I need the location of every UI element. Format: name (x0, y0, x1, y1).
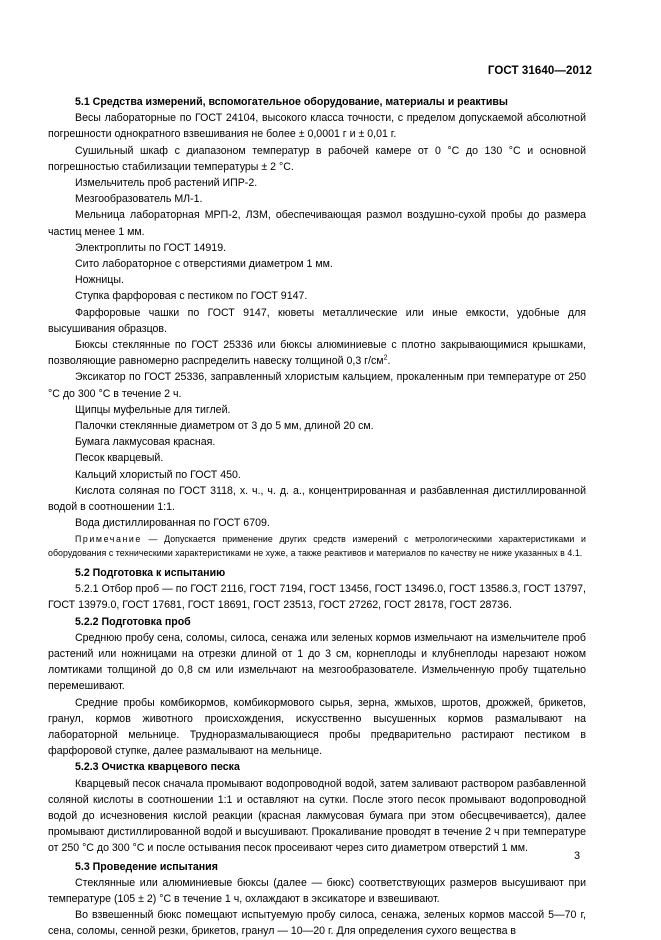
paragraph: Средние пробы комбикормов, комбикормового сырья, зерна, жмыхов, шротов, дрожжей, брикетов, гранул, кормов животного происхождения, искусственно высушенных кормов размалывают на лабораторной мельнице. Трудноразмалывающиеся пробы предварительно растирают пестиком в фарфоровой ступке, далее размалывают на мельнице. (48, 696, 586, 758)
list-item: Эксикатор по ГОСТ 25336, заправленный хлористым кальцием, прокаленным при температуре от 250 °С до 300 °С в течение 2 ч. (48, 371, 586, 400)
list-item: Бумага лакмусовая красная. (75, 436, 216, 449)
paragraph: Среднюю пробу сена, соломы, силоса, сенажа или зеленых кормов измельчают на измельчителе проб растений или ножницами на отрезки длиной от 1 до 3 см, корнеплоды и клубнеплоды нарезают ножом ломтиками толщиной до 0,8 см или измельчают на мезгообразователе. Измельченную пробу тщательно перемешивают. (48, 631, 586, 693)
byuksy-text: Бюксы стеклянные по ГОСТ 25336 или бюксы алюминиевые с плотно закрывающимися крышками, позволяющие равномерно распределить навеску толщиной 0,3 г/см (48, 339, 586, 368)
list-item: Ступка фарфоровая с пестиком по ГОСТ 9147. (75, 290, 308, 303)
list-item-byuksy (48, 337, 586, 369)
list-item: Измельчитель проб растений ИПР-2. (75, 177, 258, 190)
list-item: Сито лабораторное с отверстиями диаметром 1 мм. (75, 258, 333, 271)
section-5-2-title: 5.2 Подготовка к испытанию (75, 566, 226, 579)
section-5-2-3-title: 5.2.3 Очистка кварцевого песка (75, 761, 240, 774)
document-body (48, 94, 586, 940)
section-5-2-2-title: 5.2.2 Подготовка проб (75, 615, 191, 628)
list-item: Кислота соляная по ГОСТ 3118, х. ч., ч. д. а., концентрированная и разбавленная дистиллированной водой в соотношении 1:1. (48, 484, 586, 514)
list-item: Мельница лабораторная МРП-2, ЛЗМ, обеспечивающая размол воздушно-сухой пробы до размера частиц менее 1 мм. (48, 209, 586, 238)
superscript: 2 (383, 354, 388, 362)
paragraph: Во взвешенный бюкс помещают испытуемую пробу силоса, сенажа, зеленых кормов массой 5—70 г, сена, соломы, сенной резки, брикетов, гранул — 10—20 г. Для определения сухого вещества в (48, 909, 586, 938)
paragraph: Кварцевый песок сначала промывают водопроводной водой, затем заливают раствором разбавленной соляной кислоты в соотношении 1:1 и оставляют на сутки. После этого песок промывают водопроводной водой до исчезновения кислой реакции (красная лакмусовая бумага при этом обесцвечивается), далее промывают дистиллированной водой и высушивают. Прокаливание проводят в течение 2 ч при температуре от 250 °С до 300 °С и после остывания песок просеивают через сито диаметром отверстий 1 мм. (48, 777, 586, 855)
note (48, 533, 586, 559)
list-item: Кальций хлористый по ГОСТ 450. (75, 468, 241, 481)
byuksy-end: . (387, 355, 391, 368)
list-item: Щипцы муфельные для тиглей. (75, 403, 231, 416)
section-5-3-title: 5.3 Проведение испытания (75, 860, 218, 873)
note-label: Примечание (75, 534, 142, 545)
list-item: Электроплиты по ГОСТ 14919. (75, 241, 227, 254)
list-item: Палочки стеклянные диаметром от 3 до 5 мм, длиной 20 см. (75, 420, 374, 433)
list-item: Песок кварцевый. (75, 452, 164, 465)
list-item: Ножницы. (75, 274, 124, 287)
standard-header: ГОСТ 31640—2012 (487, 65, 592, 77)
note-text: — Допускается применение других средств измерений с метрологическими характеристиками и оборудования с техническими характеристиками не хуже, а также реактивов и материалов по качеству не ниже указанных в 4.1. (48, 534, 586, 558)
list-item: Мезгообразователь МЛ-1. (75, 193, 203, 206)
list-item: Сушильный шкаф с диапазоном температур в рабочей камере от 0 °С до 130 °С и основной погрешностью стабилизации температуры ± 2 °С. (48, 144, 586, 173)
paragraph: Стеклянные или алюминиевые бюксы (далее — бюкс) соответствующих размеров высушивают при температуре (105 ± 2) °С в течение 1 ч, охлаждают в эксикаторе и взвешивают. (48, 876, 586, 905)
list-item: Фарфоровые чашки по ГОСТ 9147, кюветы металлические или иные емкости, удобные для высушивания образцов. (48, 306, 586, 335)
list-item: Весы лабораторные по ГОСТ 24104, высокого класса точности, с пределом допускаемой абсолютной погрешности однократного взвешивания не более ± 0,0001 г и ± 0,01 г. (48, 112, 586, 141)
page-number: 3 (574, 850, 580, 862)
list-item: Вода дистиллированная по ГОСТ 6709. (75, 517, 270, 530)
section-5-1-title: 5.1 Средства измерений, вспомогательное оборудование, материалы и реактивы (75, 96, 508, 108)
paragraph-5-2-1: 5.2.1 Отбор проб — по ГОСТ 2116, ГОСТ 7194, ГОСТ 13456, ГОСТ 13496.0, ГОСТ 13586.3, ГОСТ 13797, ГОСТ 13979.0, ГОСТ 17681, ГОСТ 18691, ГОСТ 23513, ГОСТ 27262, ГОСТ 28178, ГОСТ 28736. (48, 583, 586, 612)
